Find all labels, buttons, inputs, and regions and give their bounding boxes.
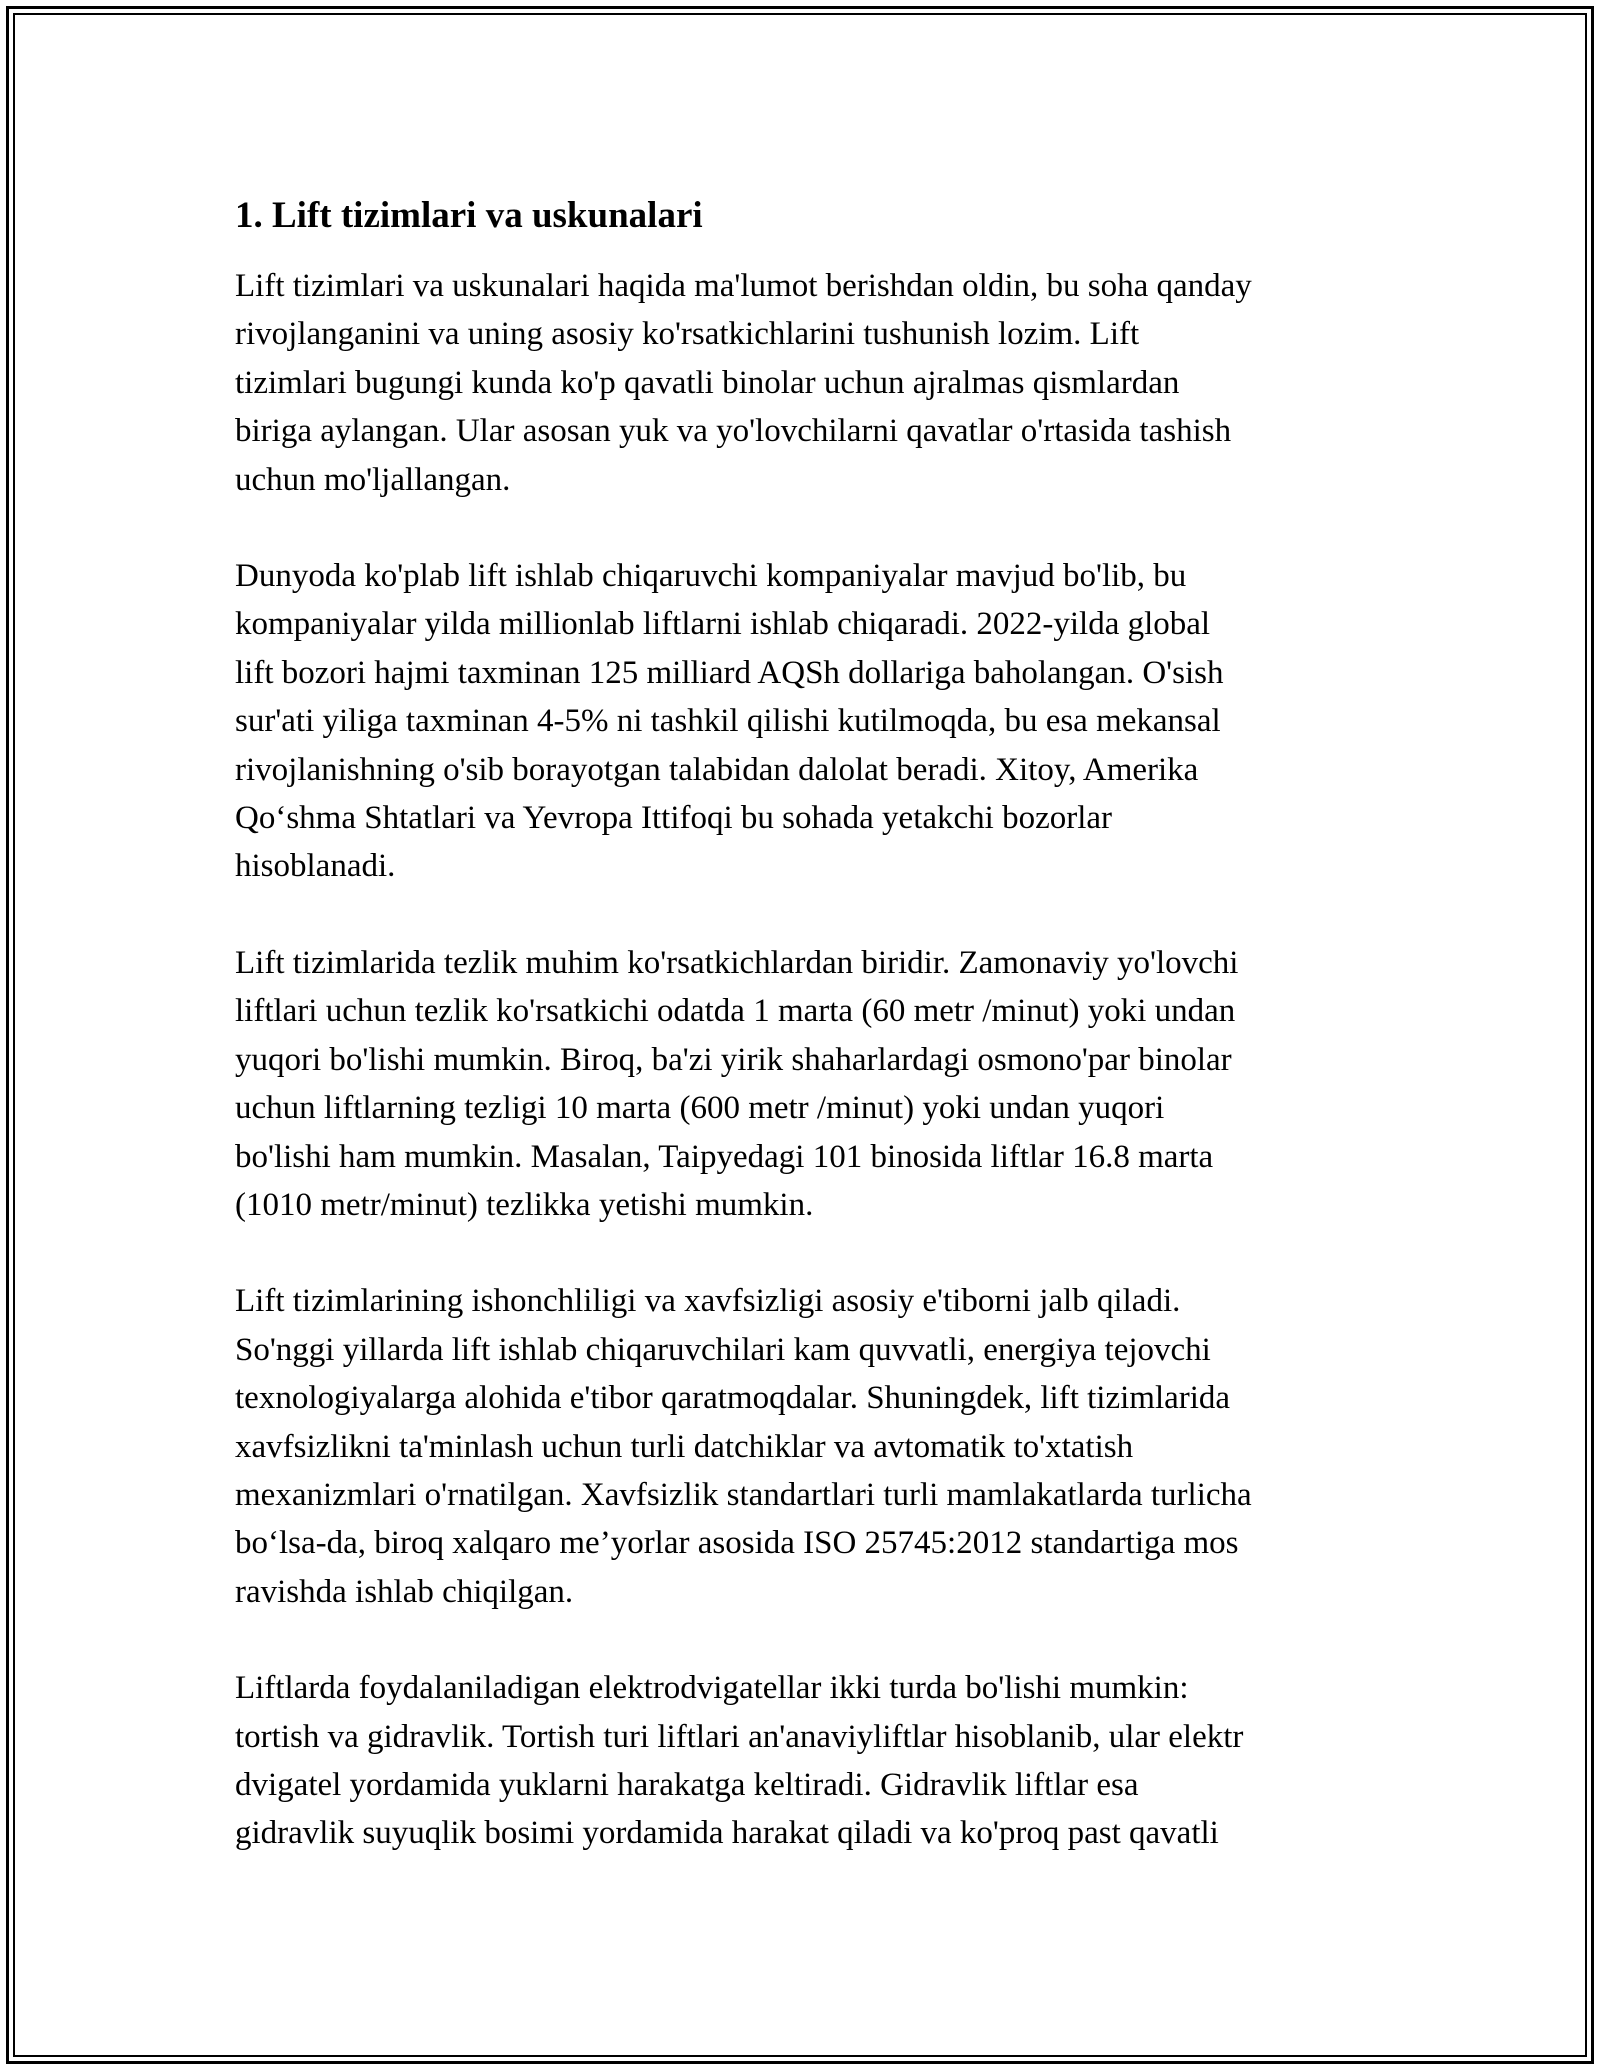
section-heading: 1. Lift tizimlari va uskunalari (235, 195, 703, 236)
text-line: rivojlanganini va uning asosiy ko'rsatkichlarini tushunish lozim. Lift (235, 316, 1140, 353)
text-line: rivojlanishning o'sib borayotgan talabidan dalolat beradi. Xitoy, Amerika (235, 751, 1199, 788)
paragraph-4 (235, 1277, 1375, 1616)
text-line: ravishda ishlab chiqilgan. (235, 1573, 574, 1610)
paragraph-5 (235, 1664, 1375, 1858)
text-line: bo‘lsa-da, biroq xalqaro me’yorlar asosida ISO 25745:2012 standartiga mos (235, 1525, 1239, 1562)
text-line: So'nggi yillarda lift ishlab chiqaruvchilari kam quvvatli, energiya tejovchi (235, 1331, 1211, 1368)
text-line: Liftlarda foydalaniladigan elektrodvigatellar ikki turda bo'lishi mumkin: (235, 1670, 1189, 1707)
text-line: xavfsizlikni ta'minlash uchun turli datchiklar va avtomatik to'xtatish (235, 1428, 1134, 1465)
text-line: hisoblanadi. (235, 848, 396, 885)
paragraph-2 (235, 552, 1375, 891)
text-line: Dunyoda ko'plab lift ishlab chiqaruvchi kompaniyalar mavjud bo'lib, bu (235, 558, 1187, 595)
text-line: Qo‘shma Shtatlari va Yevropa Ittifoqi bu sohada yetakchi bozorlar (235, 800, 1113, 837)
document-body (235, 190, 1375, 1906)
text-line: tortish va gidravlik. Tortish turi liftlari an'anaviyliftlar hisoblanib, ular elektr (235, 1718, 1244, 1755)
text-line: lift bozori hajmi taxminan 125 milliard AQSh dollariga baholangan. O'sish (235, 654, 1224, 691)
text-line: biriga aylangan. Ular asosan yuk va yo'lovchilarni qavatlar o'rtasida tashish (235, 413, 1232, 450)
text-line: bo'lishi ham mumkin. Masalan, Taipyedagi 101 binosida liftlar 16.8 marta (235, 1138, 1214, 1175)
text-line: mexanizmlari o'rnatilgan. Xavfsizlik standartlari turli mamlakatlarda turlicha (235, 1476, 1252, 1513)
paragraph-3 (235, 939, 1375, 1229)
text-line: Lift tizimlarining ishonchliligi va xavfsizligi asosiy e'tiborni jalb qiladi. (235, 1283, 1181, 1320)
text-line: dvigatel yordamida yuklarni harakatga keltiradi. Gidravlik liftlar esa (235, 1766, 1139, 1803)
text-line: (1010 metr/minut) tezlikka yetishi mumkin. (235, 1186, 814, 1223)
text-line: uchun liftlarning tezligi 10 marta (600 metr /minut) yoki undan yuqori (235, 1090, 1165, 1127)
text-line: gidravlik suyuqlik bosimi yordamida harakat qiladi va ko'proq past qavatli (235, 1815, 1219, 1852)
text-line: yuqori bo'lishi mumkin. Biroq, ba'zi yirik shaharlardagi osmono'par binolar (235, 1041, 1232, 1078)
text-line: liftlari uchun tezlik ko'rsatkichi odatda 1 marta (60 metr /minut) yoki undan (235, 993, 1236, 1030)
text-line: Lift tizimlarida tezlik muhim ko'rsatkichlardan biridir. Zamonaviy yo'lovchi (235, 944, 1239, 981)
paragraph-1 (235, 262, 1375, 504)
text-line: tizimlari bugungi kunda ko'p qavatli binolar uchun ajralmas qismlardan (235, 364, 1180, 401)
text-line: Lift tizimlari va uskunalari haqida ma'lumot berishdan oldin, bu soha qanday (235, 268, 1252, 304)
text-line: kompaniyalar yilda millionlab liftlarni ishlab chiqaradi. 2022-yilda global (235, 606, 1211, 643)
text-line: uchun mo'ljallangan. (235, 461, 511, 498)
text-line: sur'ati yiliga taxminan 4-5% ni tashkil qilishi kutilmoqda, bu esa mekansal (235, 703, 1221, 740)
text-line: texnologiyalarga alohida e'tibor qaratmoqdalar. Shuningdek, lift tizimlarida (235, 1380, 1231, 1417)
